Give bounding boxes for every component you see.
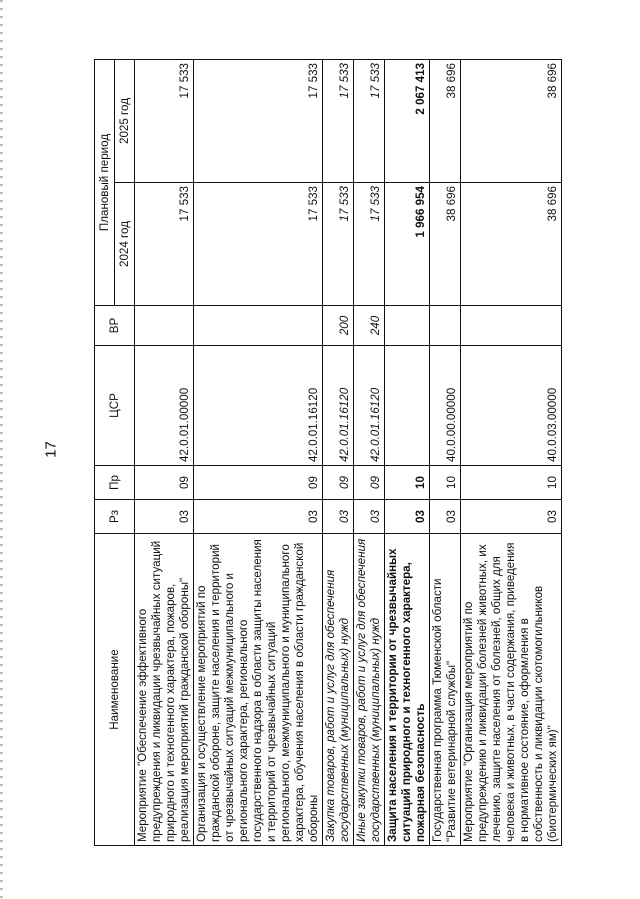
table-row <box>461 59 562 845</box>
cell-2024: 17 533 <box>135 183 194 306</box>
budget-table <box>94 59 562 846</box>
cell-2024: 17 533 <box>194 183 323 306</box>
header-year-2025: 2025 год <box>115 59 135 182</box>
cell-name: Мероприятие "Организация мероприятий по предупреждению и ликвидации болезней животных, их лечению, защите населения от болезней, общих для человека и животных, в части содержания, приведения в нормативное состояние, оформления в собственность и ликвидации скотомогильников (биотермических ям)" <box>461 534 562 846</box>
table-row <box>194 59 323 845</box>
cell-2025: 17 533 <box>194 59 323 182</box>
cell-2025: 17 533 <box>354 59 385 182</box>
cell-pr: 10 <box>461 466 562 500</box>
cell-vr <box>430 306 461 346</box>
cell-2025: 38 696 <box>461 59 562 182</box>
cell-vr: 200 <box>323 306 354 346</box>
header-plan-period: Плановый период <box>95 59 115 305</box>
budget-table-rotated <box>94 60 559 846</box>
cell-csr: 42.0.01.16120 <box>323 346 354 466</box>
cell-2025: 17 533 <box>323 59 354 182</box>
cell-name: Мероприятие "Обеспечение эффективного предупреждения и ликвидации чрезвычайных ситуаций природного и техногенного характера, пожаров, реализация мероприятий гражданской обороны" <box>135 534 194 846</box>
table-row <box>430 59 461 845</box>
cell-2024: 17 533 <box>323 183 354 306</box>
cell-2024: 38 696 <box>461 183 562 306</box>
cell-vr <box>385 306 430 346</box>
header-vr: ВР <box>95 306 135 346</box>
table-row <box>354 59 385 845</box>
table-row <box>135 59 194 845</box>
cell-name: Организация и осуществление мероприятий по гражданской обороне, защите населения и территорий от чрезвычайных ситуаций межмуниципального и регионального характера, регионального государственного надзора в области защиты населения и территорий от чрезвычайных ситуаций регионального, межмуниципального и муниципального характера, обучения населения в области гражданской обороны <box>194 534 323 846</box>
header-csr: ЦСР <box>95 346 135 466</box>
cell-name: Государственная программа Тюменской области "Развитие ветеринарной службы" <box>430 534 461 846</box>
cell-pr: 09 <box>135 466 194 500</box>
cell-rz: 03 <box>354 500 385 534</box>
table-row <box>385 59 430 845</box>
cell-rz: 03 <box>385 500 430 534</box>
cell-name: Закупка товаров, работ и услуг для обеспечения государственных (муниципальных) нужд <box>323 534 354 846</box>
cell-pr: 10 <box>385 466 430 500</box>
cell-vr <box>194 306 323 346</box>
cell-csr: 42.0.01.00000 <box>135 346 194 466</box>
cell-2025: 17 533 <box>135 59 194 182</box>
cell-rz: 03 <box>323 500 354 534</box>
cell-2025: 38 696 <box>430 59 461 182</box>
cell-vr <box>461 306 562 346</box>
cell-2024: 17 533 <box>354 183 385 306</box>
cell-rz: 03 <box>461 500 562 534</box>
cell-pr: 10 <box>430 466 461 500</box>
cell-name: Иные закупки товаров, работ и услуг для обеспечения государственных (муниципальных) нужд <box>354 534 385 846</box>
header-rz: Рз <box>95 500 135 534</box>
header-pr: Пр <box>95 466 135 500</box>
table-body <box>135 59 562 845</box>
scan-edge <box>0 0 3 899</box>
cell-name: Защита населения и территории от чрезвычайных ситуаций природного и техногенного характера, пожарная безопасность <box>385 534 430 846</box>
header-year-2024: 2024 год <box>115 183 135 306</box>
cell-pr: 09 <box>323 466 354 500</box>
cell-pr: 09 <box>194 466 323 500</box>
cell-2025: 2 067 413 <box>385 59 430 182</box>
cell-2024: 1 966 954 <box>385 183 430 306</box>
cell-csr <box>385 346 430 466</box>
cell-pr: 09 <box>354 466 385 500</box>
cell-rz: 03 <box>194 500 323 534</box>
cell-csr: 40.0.03.00000 <box>461 346 562 466</box>
cell-2024: 38 696 <box>430 183 461 306</box>
page-number: 17 <box>42 441 60 458</box>
cell-vr <box>135 306 194 346</box>
cell-rz: 03 <box>135 500 194 534</box>
cell-csr: 42.0.01.16120 <box>354 346 385 466</box>
cell-csr: 42.0.01.16120 <box>194 346 323 466</box>
table-row <box>323 59 354 845</box>
cell-csr: 40.0.00.00000 <box>430 346 461 466</box>
header-name: Наименование <box>95 534 135 846</box>
cell-rz: 03 <box>430 500 461 534</box>
cell-vr: 240 <box>354 306 385 346</box>
